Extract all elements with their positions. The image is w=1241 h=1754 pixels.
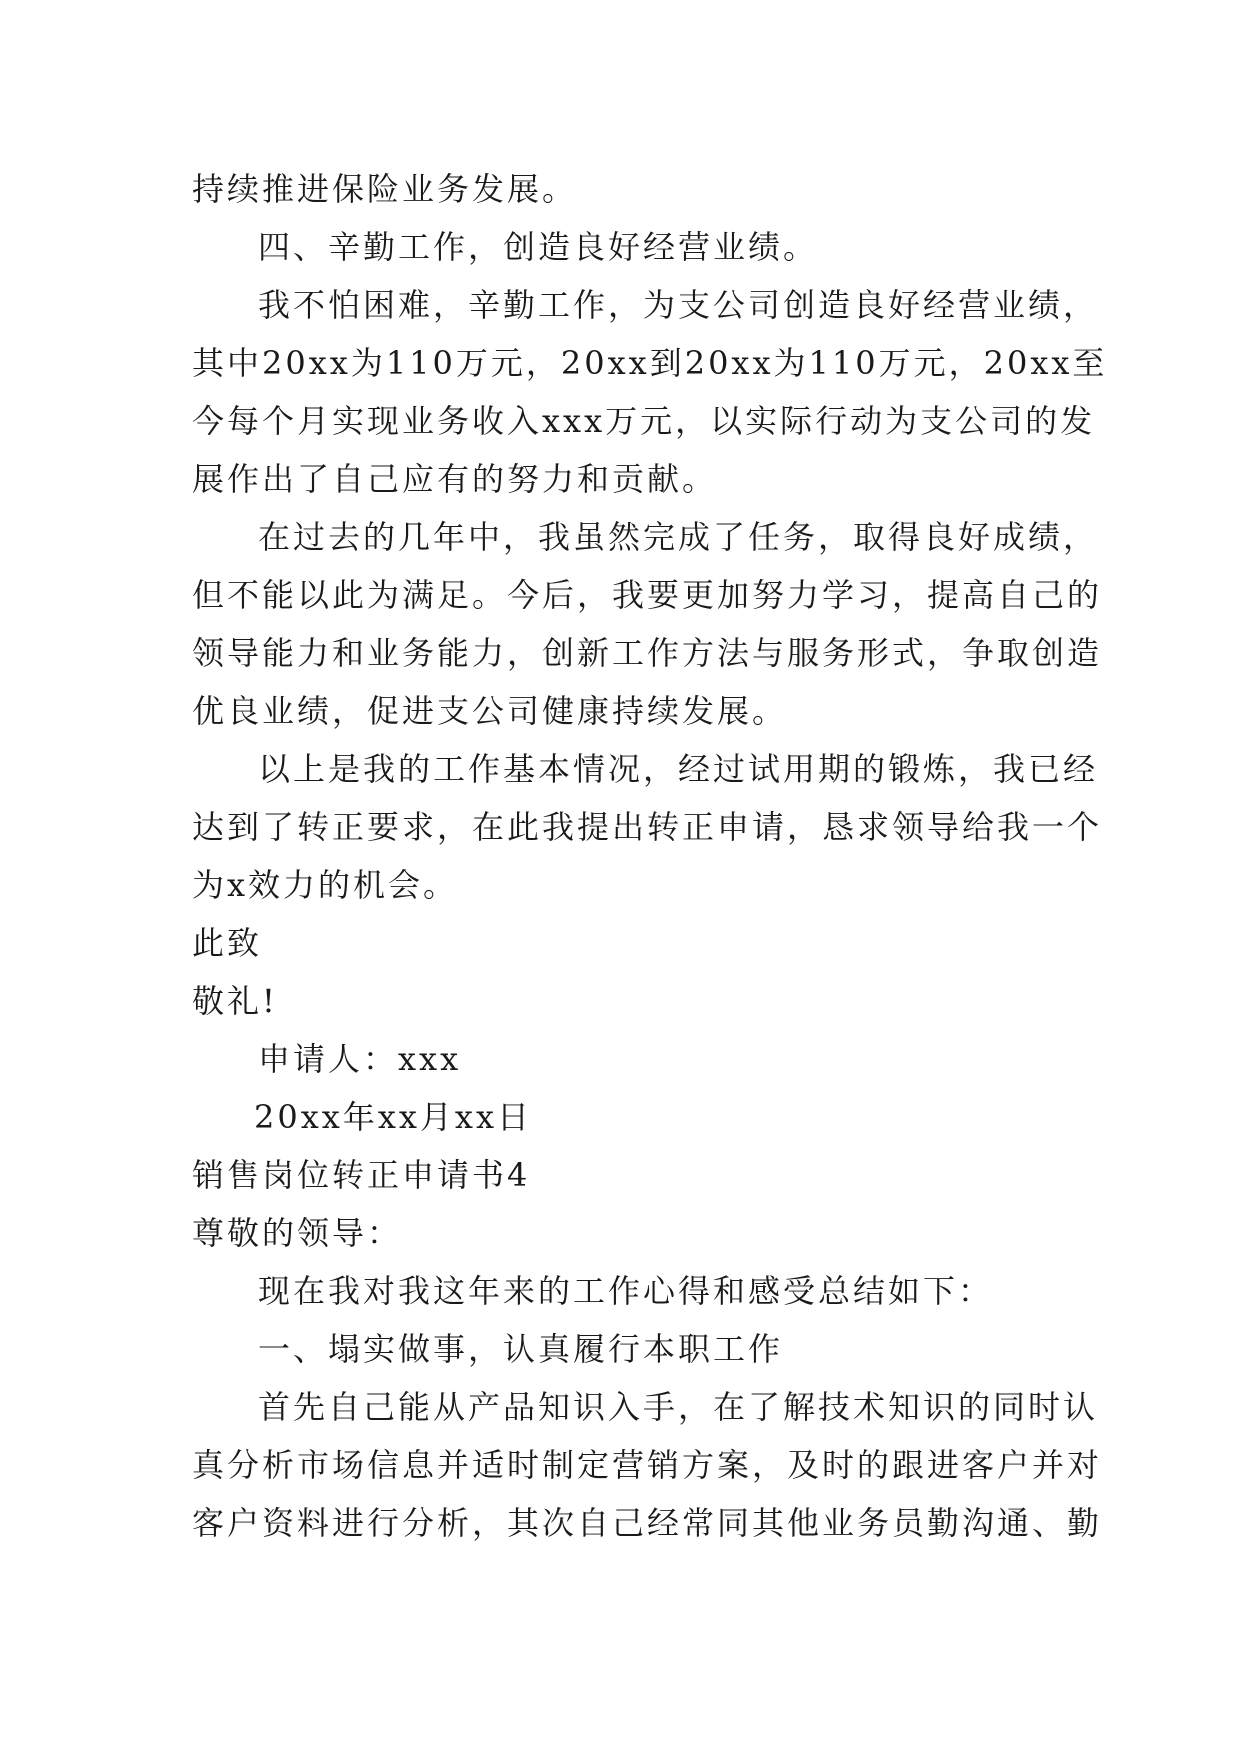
paragraph-line: 优良业绩，促进支公司健康持续发展。 — [192, 692, 788, 730]
paragraph-line: 在过去的几年中，我虽然完成了任务，取得良好成绩， — [258, 518, 1099, 556]
document-title: 销售岗位转正申请书4 — [192, 1156, 531, 1194]
paragraph-line: 其中20xx为110万元，20xx到20xx为110万元，20xx至 — [192, 344, 1108, 382]
paragraph-line: 但不能以此为满足。今后，我要更加努力学习，提高自己的 — [192, 576, 1103, 614]
paragraph-line: 达到了转正要求，在此我提出转正申请，恳求领导给我一个 — [192, 808, 1103, 846]
paragraph-line: 首先自己能从产品知识入手，在了解技术知识的同时认 — [258, 1388, 1099, 1426]
paragraph-line: 真分析市场信息并适时制定营销方案，及时的跟进客户并对 — [192, 1446, 1103, 1484]
document-body — [192, 160, 1108, 1552]
paragraph-line: 现在我对我这年来的工作心得和感受总结如下： — [258, 1272, 994, 1310]
paragraph-line: 以上是我的工作基本情况，经过试用期的锻炼，我已经 — [258, 750, 1099, 788]
closing-line: 敬礼! — [192, 982, 278, 1020]
salutation: 尊敬的领导： — [192, 1214, 403, 1252]
signature-date: 20xx年xx月xx日 — [254, 1098, 533, 1136]
paragraph-line: 我不怕困难，辛勤工作，为支公司创造良好经营业绩， — [258, 286, 1099, 324]
paragraph-line: 持续推进保险业务发展。 — [192, 170, 578, 208]
paragraph-line: 为x效力的机会。 — [192, 866, 459, 904]
paragraph-line: 领导能力和业务能力，创新工作方法与服务形式，争取创造 — [192, 634, 1103, 672]
paragraph-line: 今每个月实现业务收入xxx万元，以实际行动为支公司的发 — [192, 402, 1096, 440]
closing-line: 此致 — [192, 924, 263, 962]
paragraph-line: 客户资料进行分析，其次自己经常同其他业务员勤沟通、勤 — [192, 1504, 1103, 1542]
paragraph-line: 展作出了自己应有的努力和贡献。 — [192, 460, 718, 498]
section-heading: 四、辛勤工作，创造良好经营业绩。 — [258, 228, 819, 266]
signature-applicant: 申请人：xxx — [258, 1040, 462, 1078]
section-heading: 一、塌实做事，认真履行本职工作 — [258, 1330, 784, 1368]
